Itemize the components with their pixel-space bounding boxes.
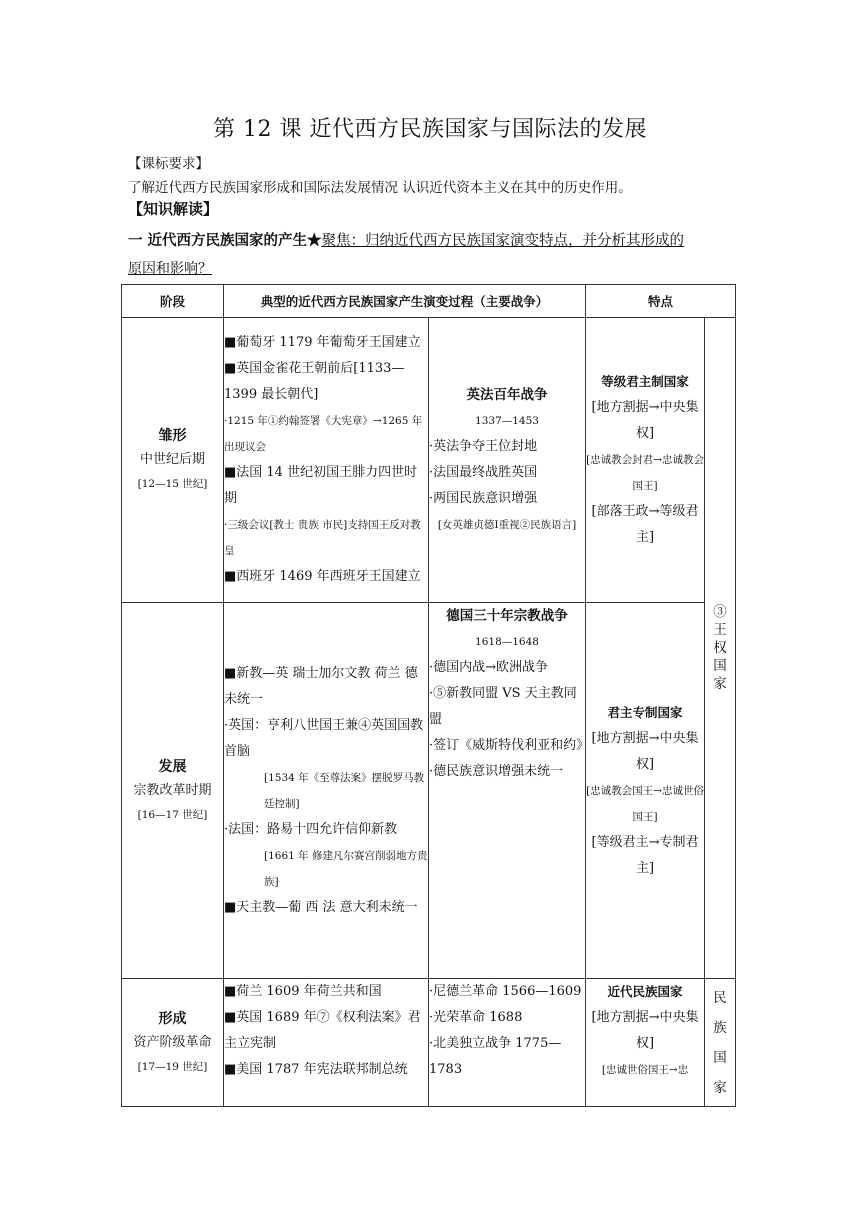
war-years: 1618—1648 xyxy=(475,636,539,648)
stage-period: 资产阶级革命 xyxy=(133,1034,212,1050)
stage-period: 宗教改革时期 xyxy=(133,782,212,798)
list-item: ■天主教—葡 西 法 意大利未统一 xyxy=(224,899,418,915)
war-cell xyxy=(429,603,590,979)
stage-name: 形成 xyxy=(158,1010,187,1027)
list-item: [女英雄贞德Ⅰ重视②民族语言] xyxy=(437,519,577,531)
list-item: ·英法争夺王位封地 xyxy=(429,439,538,454)
feature-cell xyxy=(586,603,705,979)
list-item: ·两国民族意识增强 xyxy=(429,491,538,506)
feature-item: [忠诚教会国王→忠诚世俗国王] xyxy=(586,784,704,823)
war-title: 德国三十年宗教战争 xyxy=(446,608,568,624)
list-item: ■新教—英 瑞士加尔文教 荷兰 德未统一 xyxy=(224,665,418,707)
section-title: 一 近代西方民族国家的产生★ xyxy=(128,232,322,249)
list-item: ·尼德兰革命 1566—1609 xyxy=(429,984,582,999)
process-cell xyxy=(224,603,429,979)
feature-cell xyxy=(586,318,705,603)
feature-title: 近代民族国家 xyxy=(607,984,683,999)
list-item: ·北美独立战争 1775—1783 xyxy=(429,1036,562,1077)
list-item: ■西班牙 1469 年西班牙王国建立 xyxy=(224,569,421,584)
list-item: ·法国：路易十四允许信仰新教 xyxy=(224,821,398,837)
stage-period: 中世纪后期 xyxy=(139,452,205,467)
list-item: ■英国金雀花王朝前后[1133—1399 最长朝代] xyxy=(224,361,405,402)
table-header-row xyxy=(122,285,736,318)
process-cell xyxy=(224,318,429,603)
stage-years: [12—15 世纪] xyxy=(137,478,208,490)
feature-item: [等级君主→专制君主] xyxy=(591,834,699,876)
feature-title: 等级君主制国家 xyxy=(601,374,689,389)
feature-item: [地方割据→中央集权] xyxy=(591,1010,699,1051)
section-focus-cont: 原因和影响？ xyxy=(128,261,212,277)
list-item: ■荷兰 1609 年荷兰共和国 xyxy=(224,984,382,999)
header-feature: 特点 xyxy=(586,285,736,318)
list-item: ·光荣革命 1688 xyxy=(429,1010,523,1025)
feature-item: [忠诚世俗国王→忠 xyxy=(601,1064,689,1076)
list-item: [1534 年《至尊法案》摆脱罗马教廷控制] xyxy=(264,771,425,810)
side-label-nation: 民族国家 xyxy=(705,979,736,1107)
table-row xyxy=(122,979,736,1107)
section-focus: 聚焦：归纳近代西方民族国家演变特点，并分析其形成的 xyxy=(321,233,685,249)
header-stage: 阶段 xyxy=(122,285,224,318)
section-heading xyxy=(128,229,684,250)
requirement-heading: 【课标要求】 xyxy=(128,156,209,172)
table-row xyxy=(122,318,736,603)
list-item: ·法国最终战胜英国 xyxy=(429,465,538,480)
stage-cell xyxy=(122,979,224,1107)
list-item: ·德民族意识增强未统一 xyxy=(429,764,564,779)
war-cell xyxy=(429,318,586,603)
war-title: 英法百年战争 xyxy=(466,387,548,403)
list-item: ·三级会议[教士 贵族 市民]支持国王反对教皇 xyxy=(224,519,421,557)
process-cell xyxy=(224,979,429,1107)
list-item: ·⑤新教同盟 VS 天主教同盟 xyxy=(429,686,577,727)
stage-years: [17—19 世纪] xyxy=(137,1060,208,1073)
stage-years: [16—17 世纪] xyxy=(137,808,208,821)
stage-cell xyxy=(122,318,224,603)
list-item: ·签订《威斯特伐利亚和约》 xyxy=(429,738,590,753)
state-evolution-table xyxy=(121,284,736,1107)
stage-cell xyxy=(122,603,224,979)
stage-name: 发展 xyxy=(158,758,187,775)
stage-name: 雏形 xyxy=(158,428,187,444)
page-title: 第 12 课 近代西方民族国家与国际法的发展 xyxy=(213,117,647,142)
requirement-text: 了解近代西方民族国家形成和国际法发展情况 认识近代资本主义在其中的历史作用。 xyxy=(128,180,632,196)
feature-item: [忠诚教会封君→忠诚教会国王] xyxy=(586,454,704,492)
feature-cell xyxy=(586,979,705,1107)
feature-item: [部落王政→等级君主] xyxy=(591,504,699,545)
table-row xyxy=(122,603,736,979)
list-item: ■法国 14 世纪初国王腓力四世时期 xyxy=(224,465,418,506)
feature-title: 君主专制国家 xyxy=(607,704,683,720)
knowledge-heading: 【知识解读】 xyxy=(128,200,219,218)
list-item: ·英国：亨利八世国王兼④英国国教首脑 xyxy=(224,717,424,759)
list-item: [1661 年 修建凡尔赛宫削弱地方贵族] xyxy=(264,849,428,888)
header-process: 典型的近代西方民族国家产生演变过程（主要战争） xyxy=(224,285,586,318)
side-label-royal: ③王权国家 xyxy=(705,318,736,979)
list-item: ■葡萄牙 1179 年葡萄牙王国建立 xyxy=(224,335,421,350)
war-years: 1337—1453 xyxy=(475,415,539,427)
feature-item: [地方割据→中央集权] xyxy=(591,730,699,772)
feature-item: [地方割据→中央集权] xyxy=(591,400,699,441)
war-cell xyxy=(429,979,586,1107)
list-item: ■英国 1689 年⑦《权利法案》君主立宪制 xyxy=(224,1010,421,1051)
list-item: ■美国 1787 年宪法联邦制总统 xyxy=(224,1062,408,1077)
list-item: ·德国内战→欧洲战争 xyxy=(429,660,549,675)
list-item: ·1215 年①约翰签署《大宪章》→1265 年出现议会 xyxy=(224,415,423,453)
